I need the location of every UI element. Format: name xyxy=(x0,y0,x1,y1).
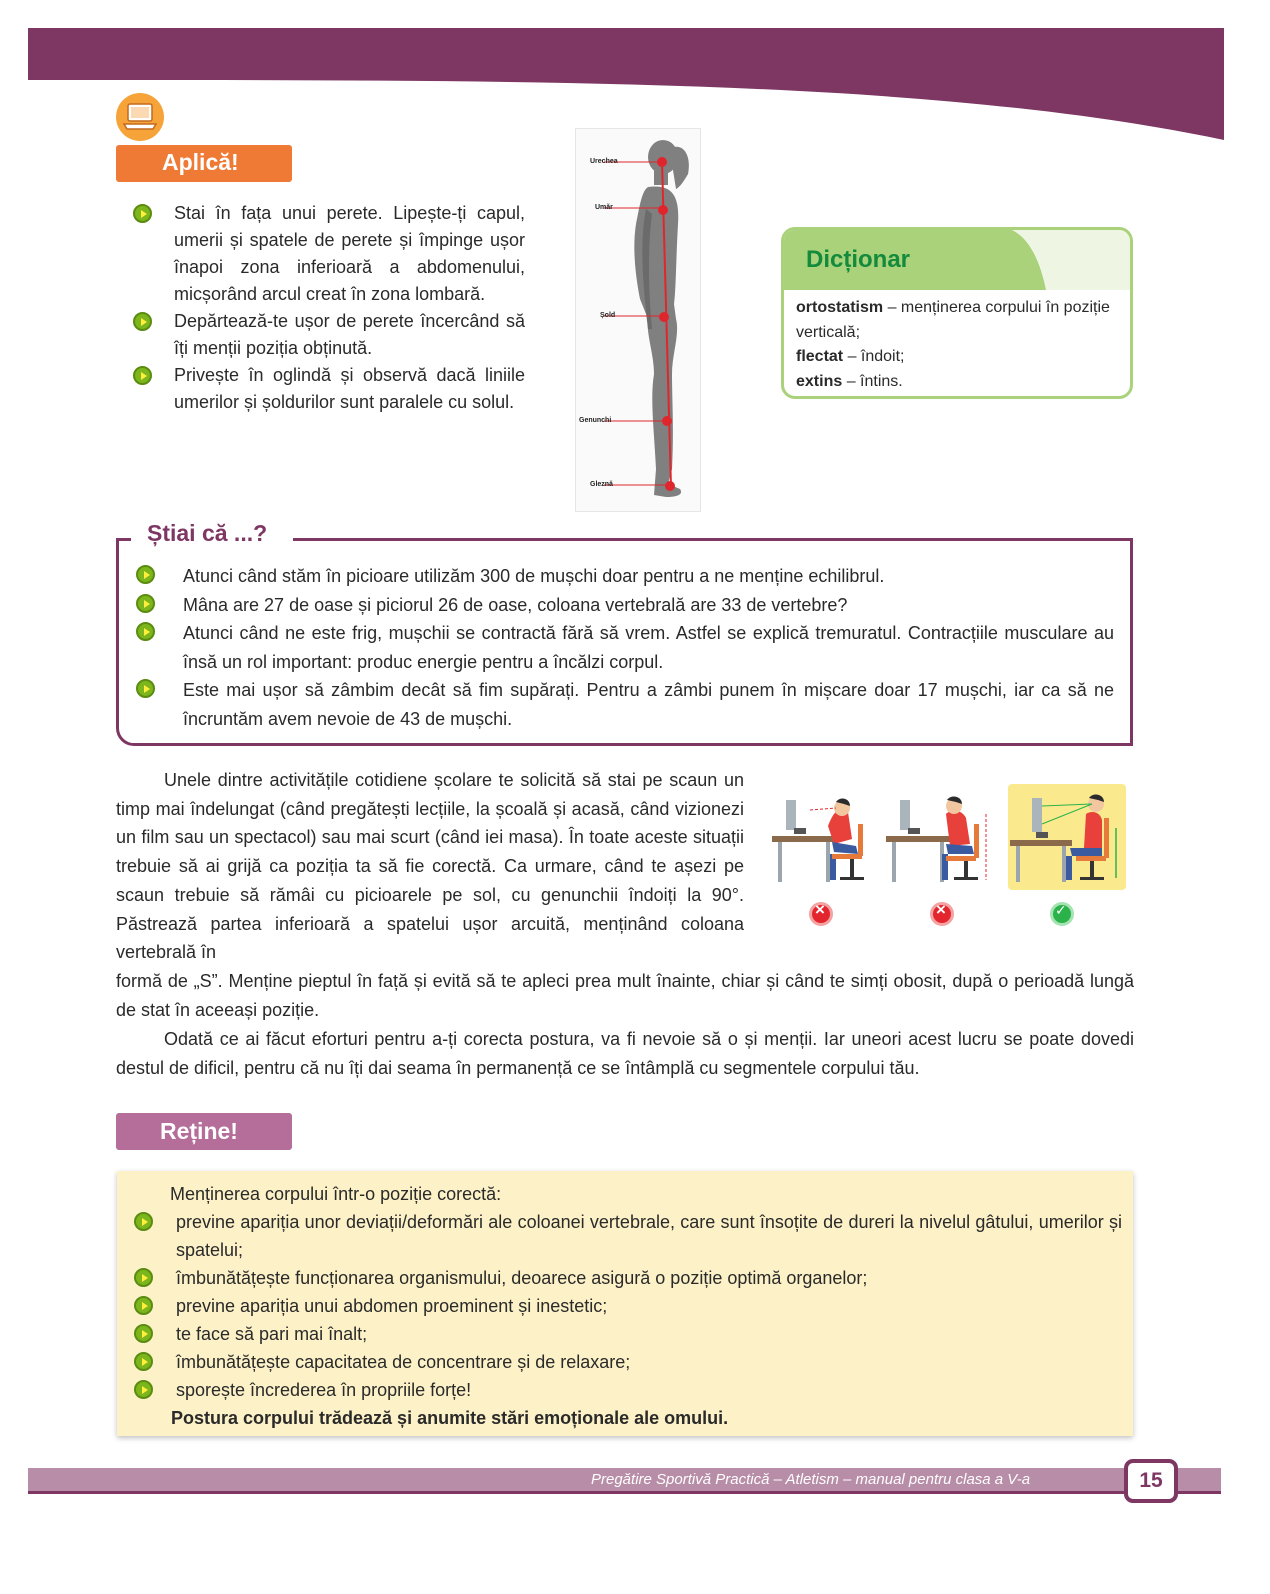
dictionary-entries xyxy=(796,296,1126,394)
dictionary-box xyxy=(781,227,1133,399)
bullet-arrow-icon xyxy=(136,594,155,613)
dictionary-entry: flectat – îndoit; xyxy=(796,348,905,365)
list-item: te face să pari mai înalt; xyxy=(134,1320,1122,1348)
correct-posture-image xyxy=(1008,784,1126,890)
body-paragraph: Unele dintre activitățile cotidiene școlare te solicită să stai pe scaun un timp mai îndelungat (când pregătești lecțiile, la școală și acasă, când vizionezi un film sau un spectacol) sau mai scurt (când iei masa). În toate aceste situații trebuie să ai grijă ca poziția ta să fie corectă. Ca urmare, când te așezi pe scaun trebuie să rămâi cu picioarele pe sol, cu genunchii îndoiți la 90°. Păstrează partea inferioară a spatelui ușor arcuită, menținând coloana vertebrală în xyxy=(116,770,744,963)
list-item: Depărtează-te ușor de perete încercând să îți menții poziția obținută. xyxy=(133,308,525,362)
list-item: Este mai ușor să zâmbim decât să fim supărați. Pentru a zâmbi punem în mișcare doar 17 mușchi, iar ca să ne încruntăm avem nevoie de 43 de mușchi. xyxy=(136,676,1114,733)
list-item: previne apariția unor deviații/deformări ale coloanei vertebrale, care sunt însoțite de dureri la nivelul gâtului, umerilor și spatelui; xyxy=(134,1208,1122,1264)
header-band xyxy=(28,28,1224,140)
bullet-arrow-icon xyxy=(134,1352,153,1371)
figure-label: Urechea xyxy=(590,158,618,165)
incorrect-posture-image xyxy=(884,784,1002,890)
list-item: Stai în fața unui perete. Lipește-ți capul, umerii și spatele de perete și împinge ușor înapoi zona inferioară a abdomenului, micșorând arcul creat în zona lombară. xyxy=(133,200,525,308)
figure-label: Umăr xyxy=(595,204,613,211)
retine-list xyxy=(134,1208,1122,1404)
bullet-arrow-icon xyxy=(134,1212,153,1231)
standing-body-icon xyxy=(576,129,702,513)
bullet-arrow-icon xyxy=(133,366,152,385)
did-you-know-title: Știai că ...? xyxy=(131,520,293,547)
bullet-arrow-icon xyxy=(136,679,155,698)
list-item: îmbunătățește capacitatea de concentrare și de relaxare; xyxy=(134,1348,1122,1376)
page-number: 15 xyxy=(1124,1459,1178,1503)
list-item: Atunci când ne este frig, mușchii se contractă fără să vrem. Astfel se explică tremuratul. Contracțiile musculare au însă un rol important: produc energie pentru a încălzi corpul. xyxy=(136,619,1114,676)
incorrect-icon xyxy=(809,902,833,926)
aplica-heading: Aplică! xyxy=(116,145,292,182)
retine-heading: Reține! xyxy=(116,1113,292,1150)
list-item: sporește încrederea în propriile forțe! xyxy=(134,1376,1122,1404)
posture-figure xyxy=(575,128,701,512)
list-item: Privește în oglindă și observă dacă liniile umerilor și șoldurilor sunt paralele cu solul. xyxy=(133,362,525,416)
bullet-arrow-icon xyxy=(134,1324,153,1343)
bullet-arrow-icon xyxy=(136,622,155,641)
list-item: previne apariția unui abdomen proeminent și inestetic; xyxy=(134,1292,1122,1320)
correct-check-icon xyxy=(1050,902,1074,926)
laptop-icon xyxy=(116,93,164,141)
bullet-arrow-icon xyxy=(133,312,152,331)
bullet-arrow-icon xyxy=(134,1296,153,1315)
bullet-arrow-icon xyxy=(134,1268,153,1287)
aplica-list xyxy=(133,200,525,416)
dictionary-entry: ortostatism – menținerea corpului în poziție verticală; xyxy=(796,299,1110,341)
dictionary-entry: extins – întins. xyxy=(796,372,903,390)
incorrect-icon xyxy=(930,902,954,926)
body-paragraph: formă de „S”. Menține pieptul în față și evită să te apleci prea mult înainte, chiar și când te simți obosit, după o perioadă lungă de stat în aceeași poziție. xyxy=(116,971,1134,1020)
retine-intro: Menținerea corpului într-o poziție corectă: xyxy=(170,1184,502,1204)
list-item: îmbunătățește funcționarea organismului, deoarece asigură o poziție optimă organelor; xyxy=(134,1264,1122,1292)
dictionary-title: Dicționar xyxy=(806,246,911,273)
footer-title: Pregătire Sportivă Practică – Atletism – manual pentru clasa a V-a xyxy=(591,1471,1031,1488)
figure-label: Genunchi xyxy=(579,417,612,424)
bullet-arrow-icon xyxy=(134,1380,153,1399)
did-you-know-list xyxy=(136,562,1114,734)
list-item: Atunci când stăm în picioare utilizăm 300 de mușchi doar pentru a ne menține echilibrul. xyxy=(136,562,1114,591)
bullet-arrow-icon xyxy=(133,204,152,223)
incorrect-posture-image xyxy=(770,784,888,890)
body-paragraph: Odată ce ai făcut eforturi pentru a-ți corecta postura, va fi nevoie să o și menții. Iar uneori acest lucru se poate dovedi destul de dificil, pentru că nu îți dai seama în permanență ce se întâmplă cu segmentele corpului tău. xyxy=(116,1029,1134,1078)
bullet-arrow-icon xyxy=(136,565,155,584)
retine-conclusion: Postura corpului trădează și anumite stări emoționale ale omului. xyxy=(171,1408,729,1428)
figure-label: Gleznă xyxy=(590,481,613,488)
figure-label: Șold xyxy=(600,312,616,319)
list-item: Mâna are 27 de oase și piciorul 26 de oase, coloana vertebrală are 33 de vertebre? xyxy=(136,591,1114,620)
